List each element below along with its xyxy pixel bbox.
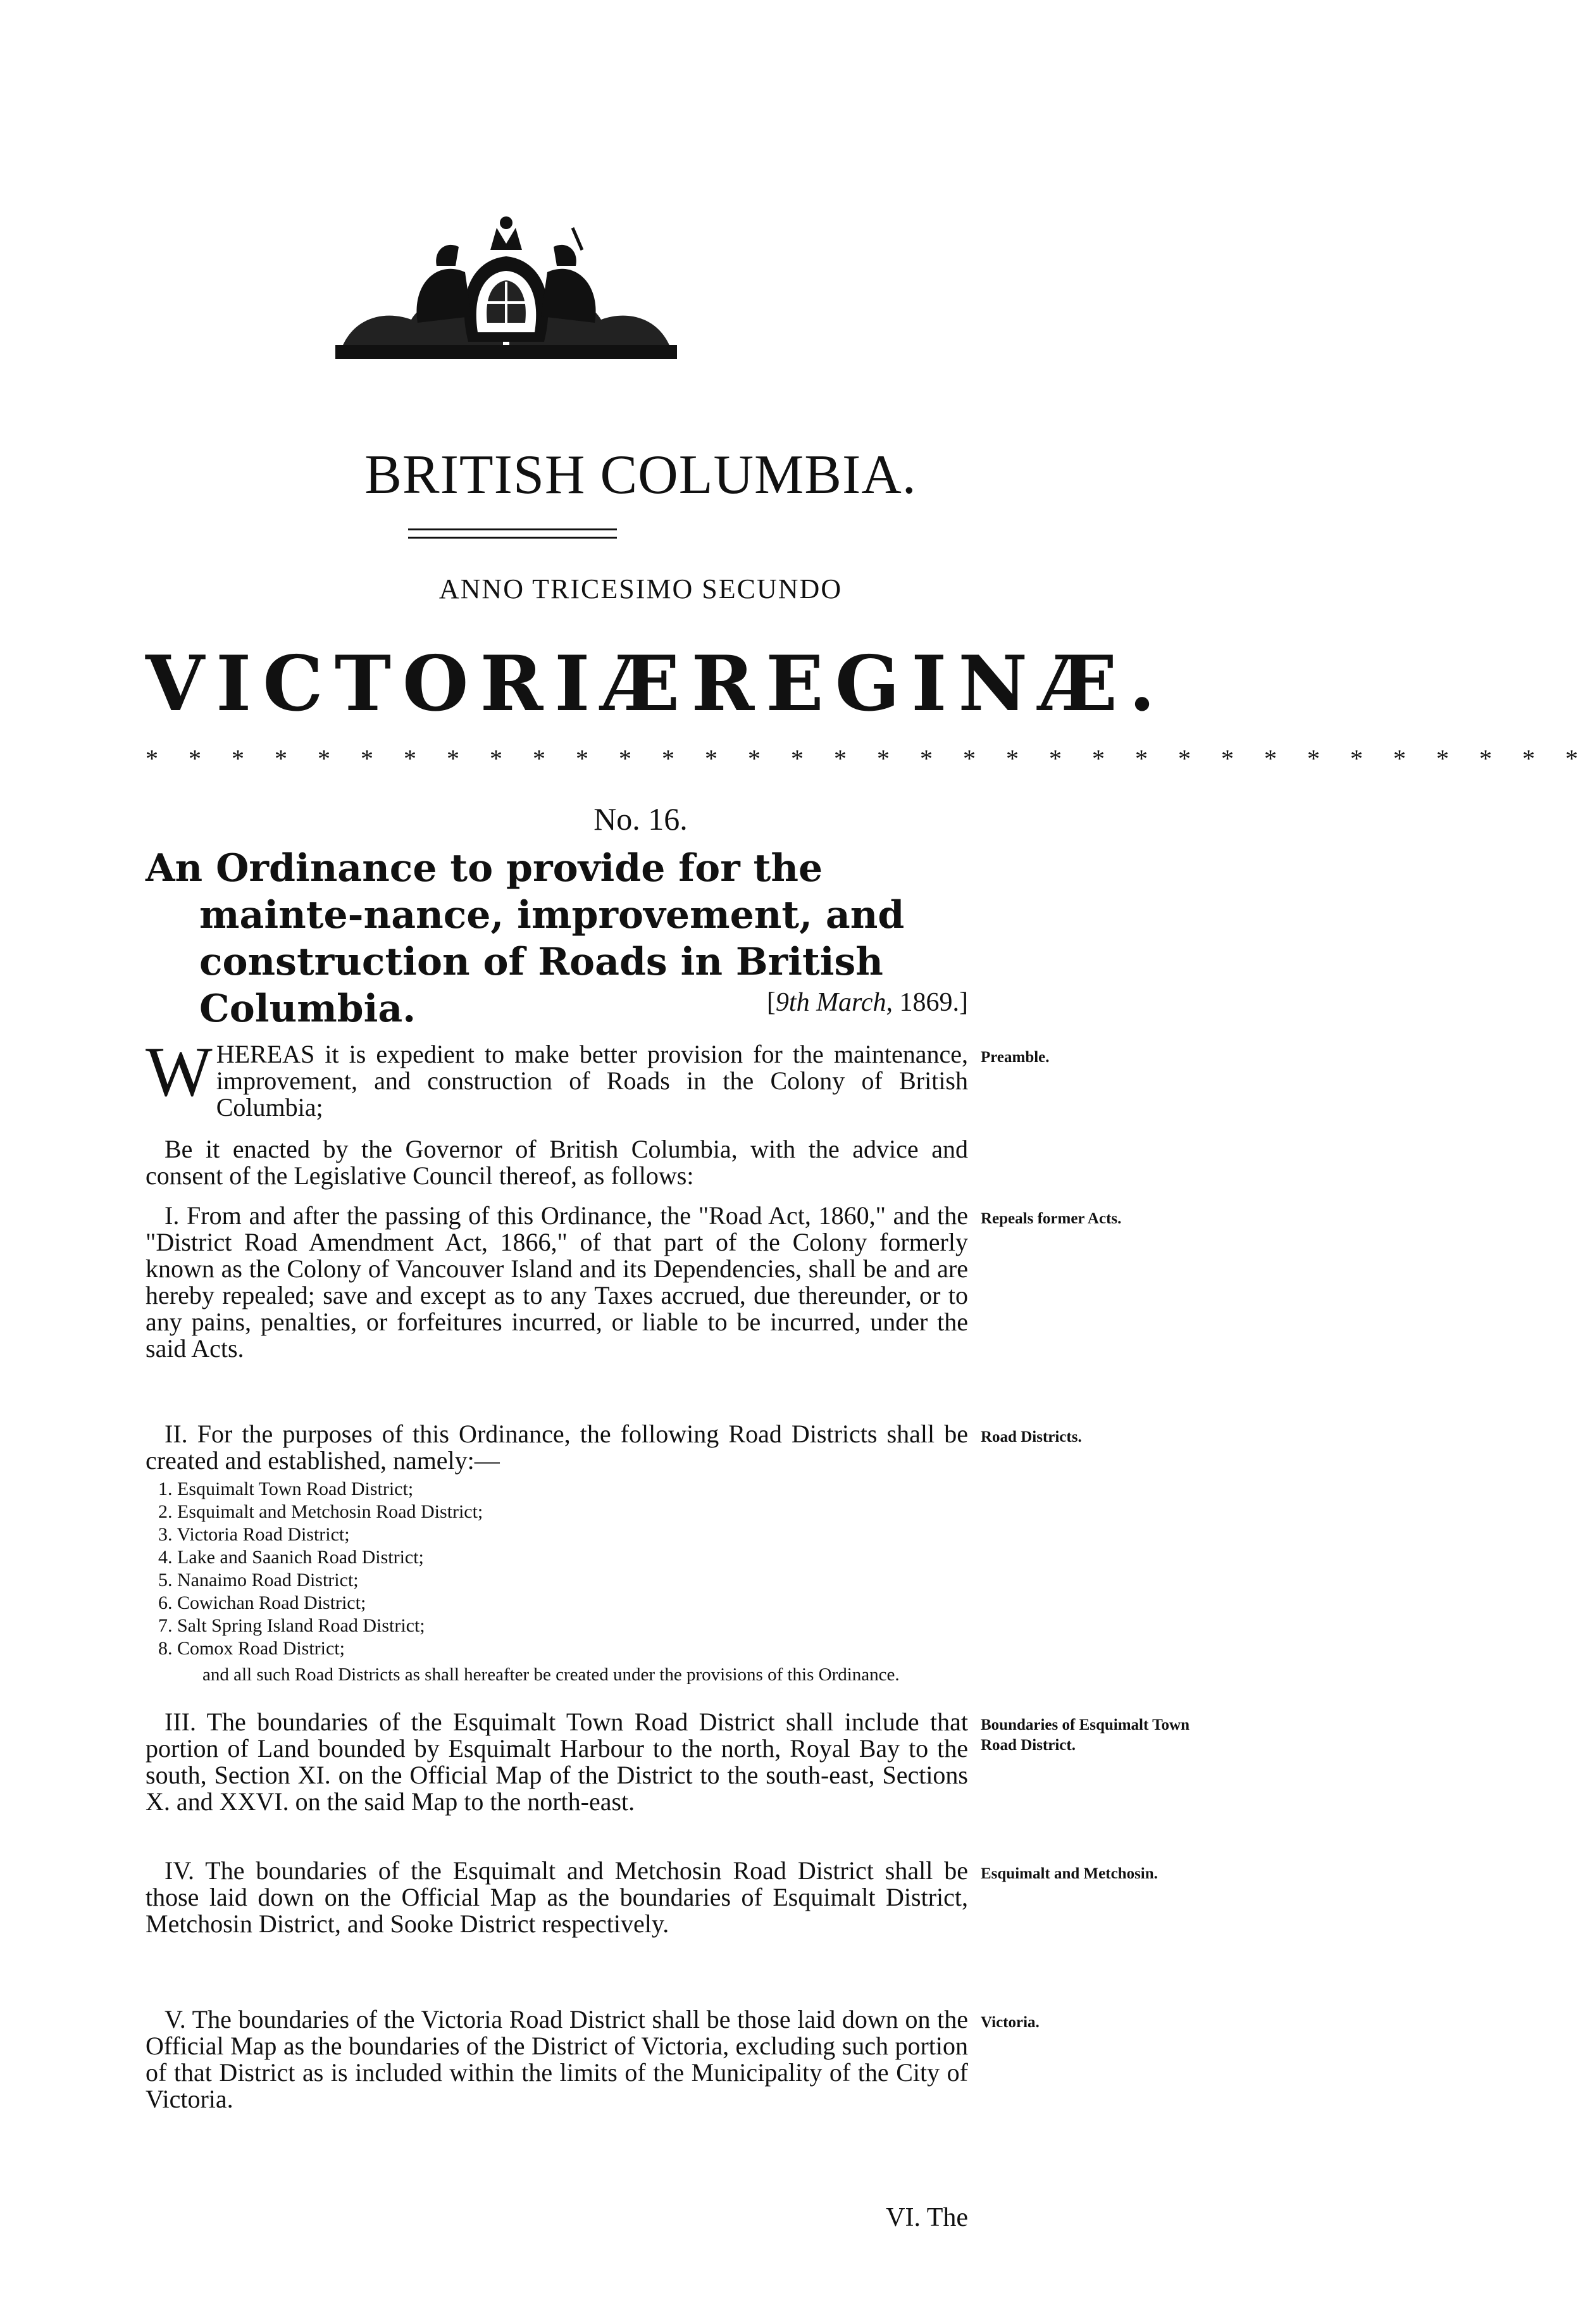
list-item: 8. Comox Road District; <box>158 1638 345 1659</box>
ordinance-date <box>633 987 968 1018</box>
section-2: II. For the purposes of this Ordinance, the following Road Districts shall be created and established, namely:— <box>146 1420 968 1475</box>
margin-note-preamble: Preamble. <box>981 1049 1050 1066</box>
ordinance-number: No. 16. <box>593 801 688 837</box>
catchword: VI. The <box>886 2203 968 2232</box>
list-item: 3. Victoria Road District; <box>158 1524 350 1545</box>
date-close-bracket: ] <box>959 988 968 1017</box>
enacting-clause: Be it enacted by the Governor of British Columbia, with the advice and consent of the Legislative Council thereof, as follows: <box>146 1135 968 1190</box>
double-rule-bottom <box>408 537 617 539</box>
district-list-note: and all such Road Districts as shall hereafter be created under the provisions of this Ordinance. <box>202 1665 900 1685</box>
ordinance-title: An Ordinance to provide for the mainte-nance, improvement, and construction of Roads in British Columbia. <box>146 846 905 1031</box>
drop-cap: W <box>146 1033 213 1111</box>
section-3: III. The boundaries of the Esquimalt Town Road District shall include that portion of Land bounded by Esquimalt Harbour to the north, Royal Bay to the south, Section XI. on the Official Map of the District to the south-east, Sections X. and XXVI. on the said Map to the north-east. <box>146 1708 968 1816</box>
preamble-text: HEREAS it is expedient to make better provision for the maintenance, improvement, and construction of Roads in the Colony of British Columbia; <box>216 1040 968 1121</box>
regnal-left: VICTORIÆ <box>146 639 692 728</box>
royal-coat-of-arms <box>329 190 683 373</box>
list-item: 6. Cowichan Road District; <box>158 1592 366 1613</box>
margin-note-esquimalt-town: Boundaries of Esquimalt Town Road District. <box>981 1716 1189 1754</box>
district-list <box>158 1478 981 1660</box>
date-year: 1869. <box>899 988 959 1017</box>
list-item: 5. Nanaimo Road District; <box>158 1570 359 1590</box>
list-item: 4. Lake and Saanich Road District; <box>158 1547 424 1568</box>
section-4: IV. The boundaries of the Esquimalt and Metchosin Road District shall be those laid down on the Official Map as the boundaries of Esquimalt District, Metchosin District, and Sooke District respectively. <box>146 1856 968 1938</box>
list-item: 7. Salt Spring Island Road District; <box>158 1615 425 1636</box>
list-item: 1. Esquimalt Town Road District; <box>158 1478 414 1499</box>
anno-line: ANNO TRICESIMO SECUNDO <box>438 573 843 604</box>
date-day: 9th March, <box>775 988 893 1017</box>
double-rule-top <box>408 528 617 530</box>
section-5: V. The boundaries of the Victoria Road District shall be those laid down on the Official Map as the boundaries of the District of Victoria, excluding such portion of that District as is included within the limits of the Municipality of the City of Victoria. <box>146 2005 968 2113</box>
margin-note-esquimalt-metchosin: Esquimalt and Metchosin. <box>981 1865 1158 1882</box>
date-open-bracket: [ <box>766 988 776 1017</box>
margin-note-repeals: Repeals former Acts. <box>981 1210 1122 1227</box>
regnal-right: REGINÆ. <box>691 639 1167 728</box>
country-heading: BRITISH COLUMBIA. <box>364 444 917 506</box>
list-item: 2. Esquimalt and Metchosin Road District; <box>158 1501 483 1522</box>
section-1: I. From and after the passing of this Ordinance, the "Road Act, 1860," and the "District Road Amendment Act, 1866," of that part of the Colony formerly known as the Colony of Vancouver Island and its Dependencies, shall be and are hereby repealed; save and except as to any Taxes accrued, due thereunder, or to any pains, penalties, or forfeitures incurred, or liable to be incurred, under the said Acts. <box>146 1201 968 1363</box>
margin-note-victoria: Victoria. <box>981 2014 1040 2031</box>
preamble-paragraph <box>146 1033 968 1121</box>
regnal-year-heading <box>146 639 1167 728</box>
asterisk-divider: * * * * * * * * * * * * * * * * * * * * * * * * * * * * * * * * * * <box>146 744 1590 773</box>
margin-note-road-districts: Road Districts. <box>981 1428 1082 1446</box>
